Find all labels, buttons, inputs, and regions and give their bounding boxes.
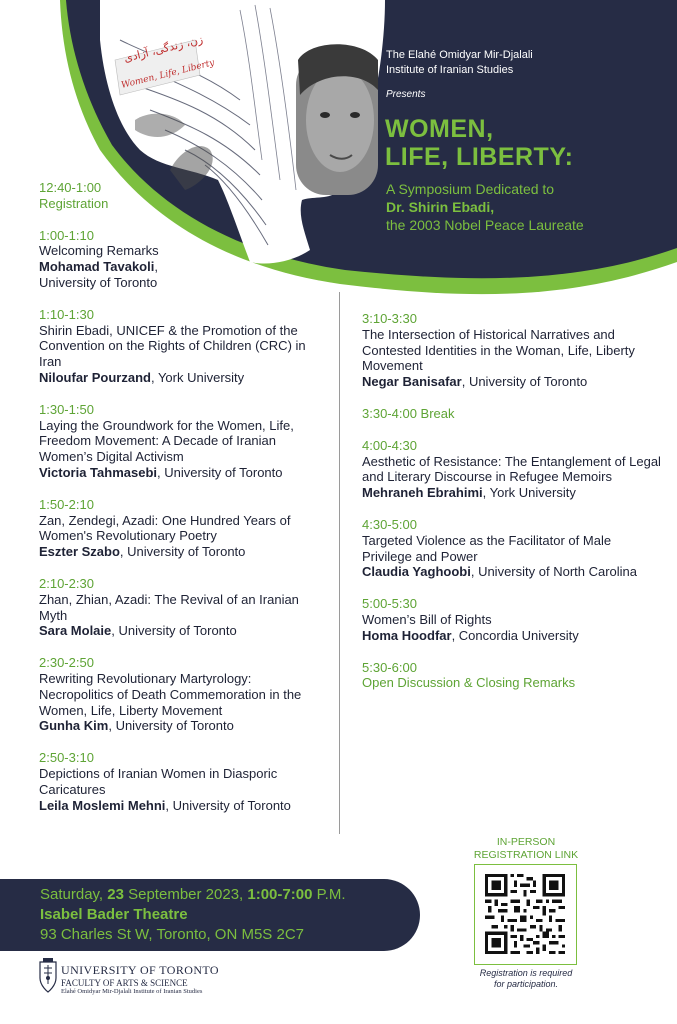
speaker-affiliation-line2: University of Toronto: [39, 274, 158, 290]
institute-line2: Institute of Iranian Studies: [386, 64, 514, 76]
schedule-time: 2:30-2:50: [39, 655, 94, 671]
speaker-affiliation: , University of Toronto: [119, 544, 246, 560]
schedule-title: Zan, Zendegi, Azadi: One Hundred Years of Women's Revolutionary Poetry: [39, 512, 291, 544]
event-time: 1:00-7:00: [247, 886, 313, 903]
event-date-day: 23: [107, 886, 124, 903]
schedule-time: 1:00-1:10: [39, 227, 94, 243]
schedule-title: Zhan, Zhian, Azadi: The Revival of an Iranian Myth: [39, 591, 299, 623]
event-time-suffix: P.M.: [312, 886, 346, 903]
schedule-title: Registration: [39, 195, 109, 211]
subtitle-line2: Dr. Shirin Ebadi,: [386, 199, 495, 215]
schedule-left-column: [39, 180, 329, 829]
event-info-box: [0, 879, 420, 951]
title-line2: LIFE, LIBERTY:: [385, 143, 574, 171]
schedule-title: Laying the Groundwork for the Women, Life, Freedom Movement: A Decade of Iranian Women’s Digital Activism: [39, 417, 294, 465]
schedule-time: 3:30-4:00 Break: [362, 405, 455, 421]
registration-label: [466, 836, 586, 862]
schedule-title: Depictions of Iranian Women in Diasporic Caricatures: [39, 765, 278, 797]
speaker-affiliation: , York University: [150, 369, 245, 385]
schedule-title: Open Discussion & Closing Remarks: [362, 675, 576, 691]
schedule-item: [39, 576, 329, 639]
subtitle-line3: the 2003 Nobel Peace Laureate: [386, 217, 584, 233]
institute-line1: The Elahé Omidyar Mir-Djalali: [386, 49, 533, 61]
event-venue: Isabel Bader Theatre: [40, 906, 188, 923]
banner-english-text: Women, Life, Liberty: [120, 58, 216, 91]
uoft-logo: [38, 956, 258, 1000]
speaker-affiliation: , University of Toronto: [165, 797, 291, 813]
schedule-time: 1:30-1:50: [39, 401, 94, 417]
title-line1: WOMEN,: [385, 115, 494, 143]
speaker-name: Eszter Szabo: [39, 544, 120, 560]
speaker-name: Gunha Kim: [39, 718, 109, 734]
symposium-subtitle: [386, 180, 584, 234]
schedule-item: [39, 180, 329, 212]
speaker-affiliation: , University of Toronto: [157, 464, 283, 480]
speaker-affiliation: , University of Toronto: [108, 718, 234, 734]
event-date-month-year: September 2023,: [123, 886, 248, 903]
uoft-faculty: FACULTY OF ARTS & SCIENCE: [61, 978, 188, 988]
schedule-item: [362, 311, 662, 390]
speaker-name: Homa Hoodfar: [362, 627, 452, 643]
event-date: [40, 885, 420, 905]
symposium-title: [385, 115, 573, 171]
schedule-time: 12:40-1:00: [39, 180, 102, 195]
schedule-title: Targeted Violence as the Facilitator of Male Privilege and Power: [362, 532, 612, 564]
schedule-time: 2:10-2:30: [39, 575, 94, 591]
speaker-name: Mohamad Tavakoli: [39, 259, 155, 275]
schedule-time: 4:30-5:00: [362, 516, 417, 532]
registration-label-line2: REGISTRATION LINK: [473, 849, 579, 861]
institute-name: [386, 48, 533, 78]
schedule-title: The Intersection of Historical Narratives and Contested Identities in the Woman, Life, Liberty Movement: [362, 326, 635, 374]
speaker-name: Niloufar Pourzand: [39, 369, 151, 385]
schedule-time: 2:50-3:10: [39, 750, 94, 766]
schedule-item: [362, 406, 662, 422]
speaker-affiliation: , University of Toronto: [461, 374, 588, 390]
registration-qr-code[interactable]: [474, 864, 577, 965]
registration-note-line2: for participation.: [493, 979, 559, 989]
schedule-title: Welcoming Remarks: [39, 243, 159, 259]
banner-persian-text: زن، زندگی، آزادی: [122, 32, 205, 65]
schedule-time: 4:00-4:30: [362, 437, 417, 453]
schedule-item: [362, 660, 662, 692]
schedule-title: Women’s Bill of Rights: [362, 611, 492, 627]
column-divider: [339, 292, 340, 834]
schedule-time: 5:00-5:30: [362, 596, 417, 612]
schedule-item: [39, 307, 329, 386]
speaker-name: Negar Banisafar: [362, 374, 462, 390]
qr-code-icon: [484, 874, 566, 954]
speaker-name: Mehraneh Ebrahimi: [362, 485, 483, 501]
speaker-name: Victoria Tahmasebi: [39, 464, 158, 480]
registration-note-line1: Registration is required: [479, 968, 573, 978]
speaker-affiliation: , University of North Carolina: [470, 564, 638, 580]
schedule-time: 3:10-3:30: [362, 311, 417, 326]
event-address: 93 Charles St W, Toronto, ON M5S 2C7: [40, 926, 305, 943]
schedule-item: [362, 438, 662, 501]
schedule-item: [39, 497, 329, 560]
schedule-item: [39, 228, 329, 291]
schedule-time: 1:10-1:30: [39, 306, 94, 322]
uoft-crest-icon: [38, 956, 58, 996]
speaker-name: Claudia Yaghoobi: [362, 564, 471, 580]
schedule-item: [39, 655, 329, 734]
uoft-institute: Elahé Omidyar Mir-Djalali Institute of Iranian Studies: [61, 988, 203, 995]
uoft-name: UNIVERSITY OF TORONTO: [61, 963, 219, 977]
schedule-item: [39, 402, 329, 481]
presents-label: Presents: [386, 89, 426, 100]
schedule-item: [39, 750, 329, 813]
speaker-affiliation: , York University: [482, 485, 576, 501]
subtitle-line1: A Symposium Dedicated to: [386, 181, 555, 197]
speaker-name: Leila Moslemi Mehni: [39, 797, 166, 813]
registration-label-line1: IN-PERSON: [496, 836, 556, 848]
event-date-prefix: Saturday,: [40, 886, 108, 903]
registration-note: [466, 968, 586, 990]
schedule-title: Aesthetic of Resistance: The Entanglement of Legal and Literary Discourse in Refugee Memoirs: [362, 453, 661, 485]
schedule-title: Rewriting Revolutionary Martyrology: Necropolitics of Death Commemoration in the Women, Life, Liberty Movement: [39, 670, 302, 718]
schedule-item: [362, 596, 662, 643]
speaker-affiliation: ,: [154, 259, 158, 275]
schedule-title: Shirin Ebadi, UNICEF & the Promotion of the Convention on the Rights of Children (CRC) in Iran: [39, 322, 306, 370]
schedule-right-column: [362, 311, 662, 707]
speaker-affiliation: , University of Toronto: [111, 623, 237, 639]
speaker-affiliation: , Concordia University: [451, 627, 579, 643]
schedule-item: [362, 517, 662, 580]
speaker-name: Sara Molaie: [39, 623, 112, 639]
schedule-time: 1:50-2:10: [39, 496, 94, 512]
schedule-time: 5:30-6:00: [362, 659, 417, 675]
